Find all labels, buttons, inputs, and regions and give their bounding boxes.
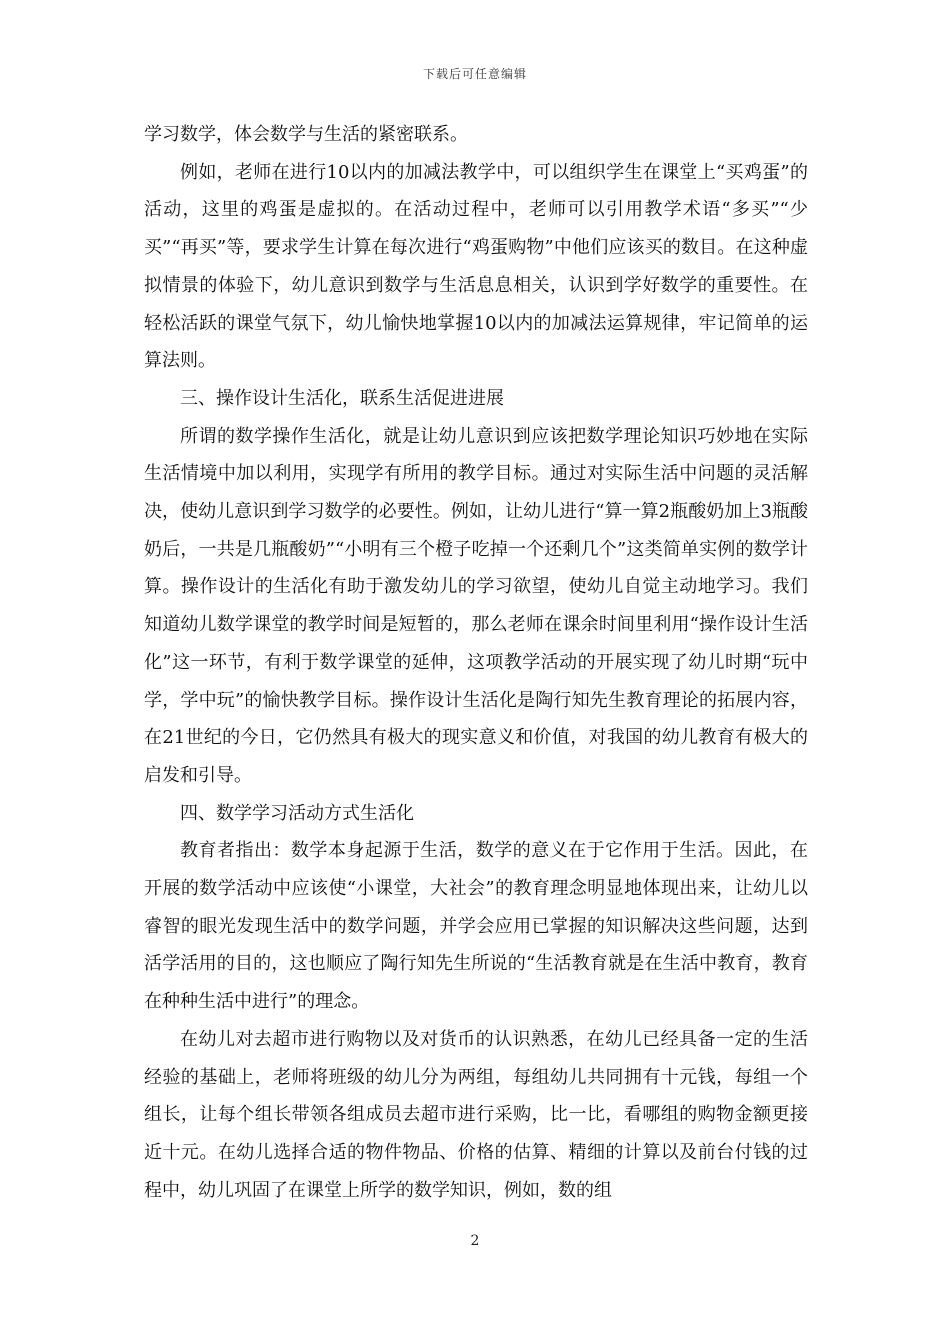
page-number: 2 xyxy=(470,1233,480,1249)
paragraph-supermarket: 在幼儿对去超市进行购物以及对货币的认识熟悉，在幼儿已经具备一定的生活经验的基础上，老师将班级的幼儿分为两组，每组幼儿共同拥有十元钱，每组一个组长，让每个组长带领各组成员去超市进行采购，比一比，看哪组的购物金额更接近十元。在幼儿选择合适的物件物品、价格的估算、精细的计算以及前台付钱的过程中，幼儿巩固了在课堂上所学的数学知识，例如，数的组 xyxy=(144,1028,808,1201)
section-heading-4: 四、数学学习活动方式生活化 xyxy=(180,802,414,824)
paragraph-educators: 教育者指出：数学本身起源于生活，数学的意义在于它作用于生活。因此，在开展的数学活动中应该使“小课堂，大社会”的教育理念明显地体现出来，让幼儿以睿智的眼光发现生活中的数学问题，并学会应用已掌握的知识解决这些问题，达到活学活用的目的，这也顺应了陶行知先生所说的“生活教育就是在生活中教育，教育在种种生活中进行”的理念。 xyxy=(144,840,808,1013)
document-body xyxy=(144,116,808,1209)
section-heading-3: 三、操作设计生活化，联系生活促进进展 xyxy=(180,387,504,409)
paragraph-operation-design: 所谓的数学操作生活化，就是让幼儿意识到应该把数学理论知识巧妙地在实际生活情境中加以利用，实现学有所用的教学目标。通过对实际生活中问题的灵活解决，使幼儿意识到学习数学的必要性。例如，让幼儿进行“算一算2瓶酸奶加上3瓶酸奶后，一共是几瓶酸奶”“小明有三个橙子吃掉一个还剩几个”这类简单实例的数学计算。操作设计的生活化有助于激发幼儿的学习欲望，使幼儿自觉主动地学习。我们知道幼儿数学课堂的教学时间是短暂的，那么老师在课余时间里利用“操作设计生活化”这一环节，有利于数学课堂的延伸，这项教学活动的开展实现了幼儿时期“玩中学，学中玩”的愉快教学目标。操作设计生活化是陶行知先生教育理论的拓展内容，在21世纪的今日，它仍然具有极大的现实意义和价值，对我国的幼儿教育有极大的启发和引导。 xyxy=(144,425,808,786)
paragraph-continuation: 学习数学，体会数学与生活的紧密联系。 xyxy=(144,124,468,145)
paragraph-egg-example: 例如，老师在进行10以内的加减法教学中，可以组织学生在课堂上“买鸡蛋”的活动，这里的鸡蛋是虚拟的。在活动过程中，老师可以引用教学术语“多买”“少买”“再买”等，要求学生计算在每次进行“鸡蛋购物”中他们应该买的数目。在这种虚拟情景的体验下，幼儿意识到数学与生活息息相关，认识到学好数学的重要性。在轻松活跃的课堂气氛下，幼儿愉快地掌握10以内的加减法运算规律，牢记简单的运算法则。 xyxy=(144,161,808,372)
page-header: 下载后可任意编辑 xyxy=(422,67,527,81)
